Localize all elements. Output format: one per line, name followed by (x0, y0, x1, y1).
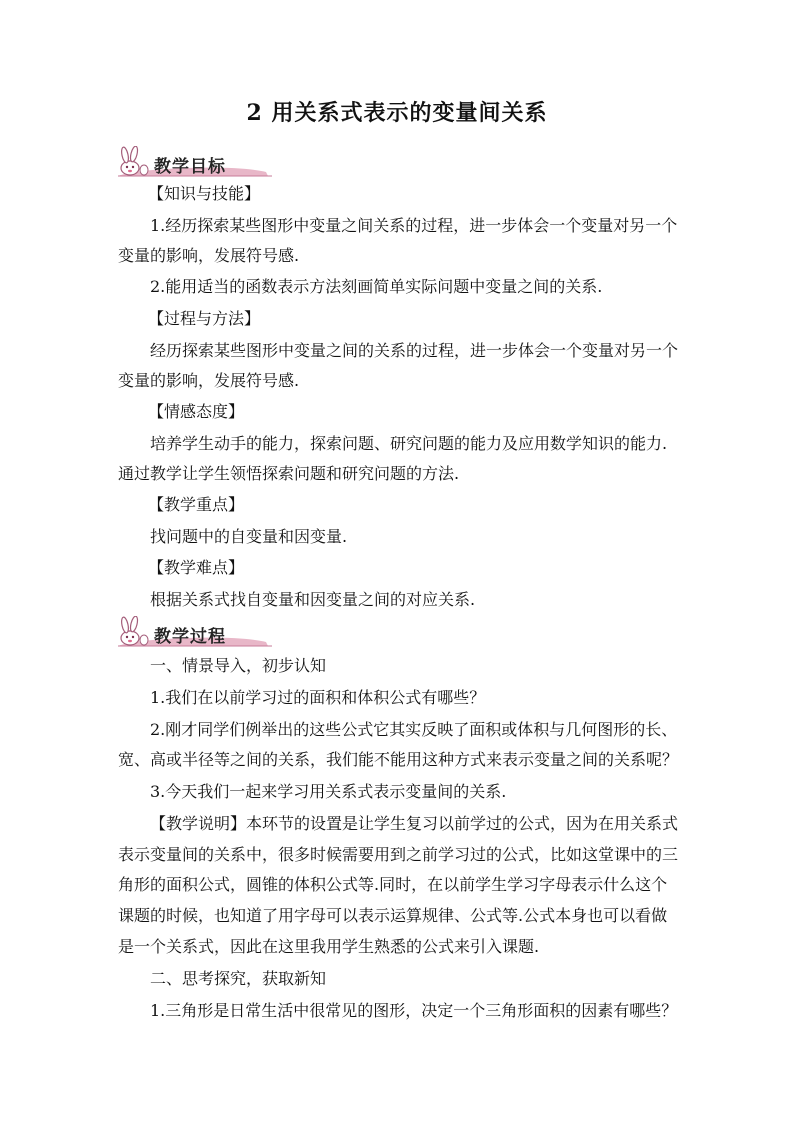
paragraph-line: 找问题中的自变量和因变量. (150, 527, 348, 546)
heading-difficulties: 【教学难点】 (148, 558, 245, 577)
paragraph-line: 角形的面积公式，圆锥的体积公式等.同时，在以前学生学习字母表示什么这个 (118, 875, 668, 894)
paragraph-line: 经历探索某些图形中变量之间的关系的过程，进一步体会一个变量对另一个 (150, 341, 679, 360)
heading-knowledge-skills: 【知识与技能】 (148, 184, 261, 203)
paragraph-line: 1.我们在以前学习过的面积和体积公式有哪些？ (150, 688, 486, 707)
paragraph-line: 二、思考探究，获取新知 (150, 969, 327, 988)
section-header-objectives (116, 146, 276, 180)
paragraph-line: 变量的影响，发展符号感. (118, 371, 300, 390)
section-header-process (116, 616, 276, 650)
paragraph-line: 1.三角形是日常生活中很常见的图形，决定一个三角形面积的因素有哪些？ (150, 1001, 678, 1020)
paragraph-line: 课题的时候，也知道了用字母可以表示运算规律、公式等.公式本身也可以看做 (118, 906, 668, 925)
paragraph-line: 2.能用适当的函数表示方法刻画简单实际问题中变量之间的关系. (150, 277, 603, 296)
paragraph-line: 宽、高或半径等之间的关系，我们能不能用这种方式来表示变量之间的关系呢？ (118, 750, 679, 769)
paragraph-line: 变量的影响，发展符号感. (118, 246, 300, 265)
paragraph-line: 表示变量间的关系中，很多时候需要用到之前学习过的公式，比如这堂课中的三 (118, 845, 679, 864)
section-label: 教学目标 (154, 157, 226, 177)
section-label: 教学过程 (154, 627, 226, 647)
heading-process-method: 【过程与方法】 (148, 309, 261, 328)
paragraph-line: 根据关系式找自变量和因变量之间的对应关系. (150, 590, 476, 609)
paragraph-line: 1.经历探索某些图形中变量之间关系的过程，进一步体会一个变量对另一个 (150, 216, 678, 235)
paragraph-line: 3.今天我们一起来学习用关系式表示变量间的关系. (150, 782, 507, 801)
heading-key-points: 【教学重点】 (148, 495, 245, 514)
paragraph-line: 2.刚才同学们例举出的这些公式它其实反映了面积或体积与几何图形的长、 (150, 720, 678, 739)
heading-emotion-attitude: 【情感态度】 (148, 402, 245, 421)
paragraph-line: 是一个关系式，因此在这里我用学生熟悉的公式来引入课题. (118, 937, 540, 956)
paragraph-line: 一、情景导入，初步认知 (150, 656, 327, 675)
paragraph-line: 【教学说明】本环节的设置是让学生复习以前学过的公式，因为在用关系式 (150, 814, 679, 833)
paragraph-line: 培养学生动手的能力，探索问题、研究问题的能力及应用数学知识的能力. (150, 434, 668, 453)
paragraph-line: 通过教学让学生领悟探索问题和研究问题的方法. (118, 464, 460, 483)
page-title: 2 用关系式表示的变量间关系 (246, 100, 548, 126)
